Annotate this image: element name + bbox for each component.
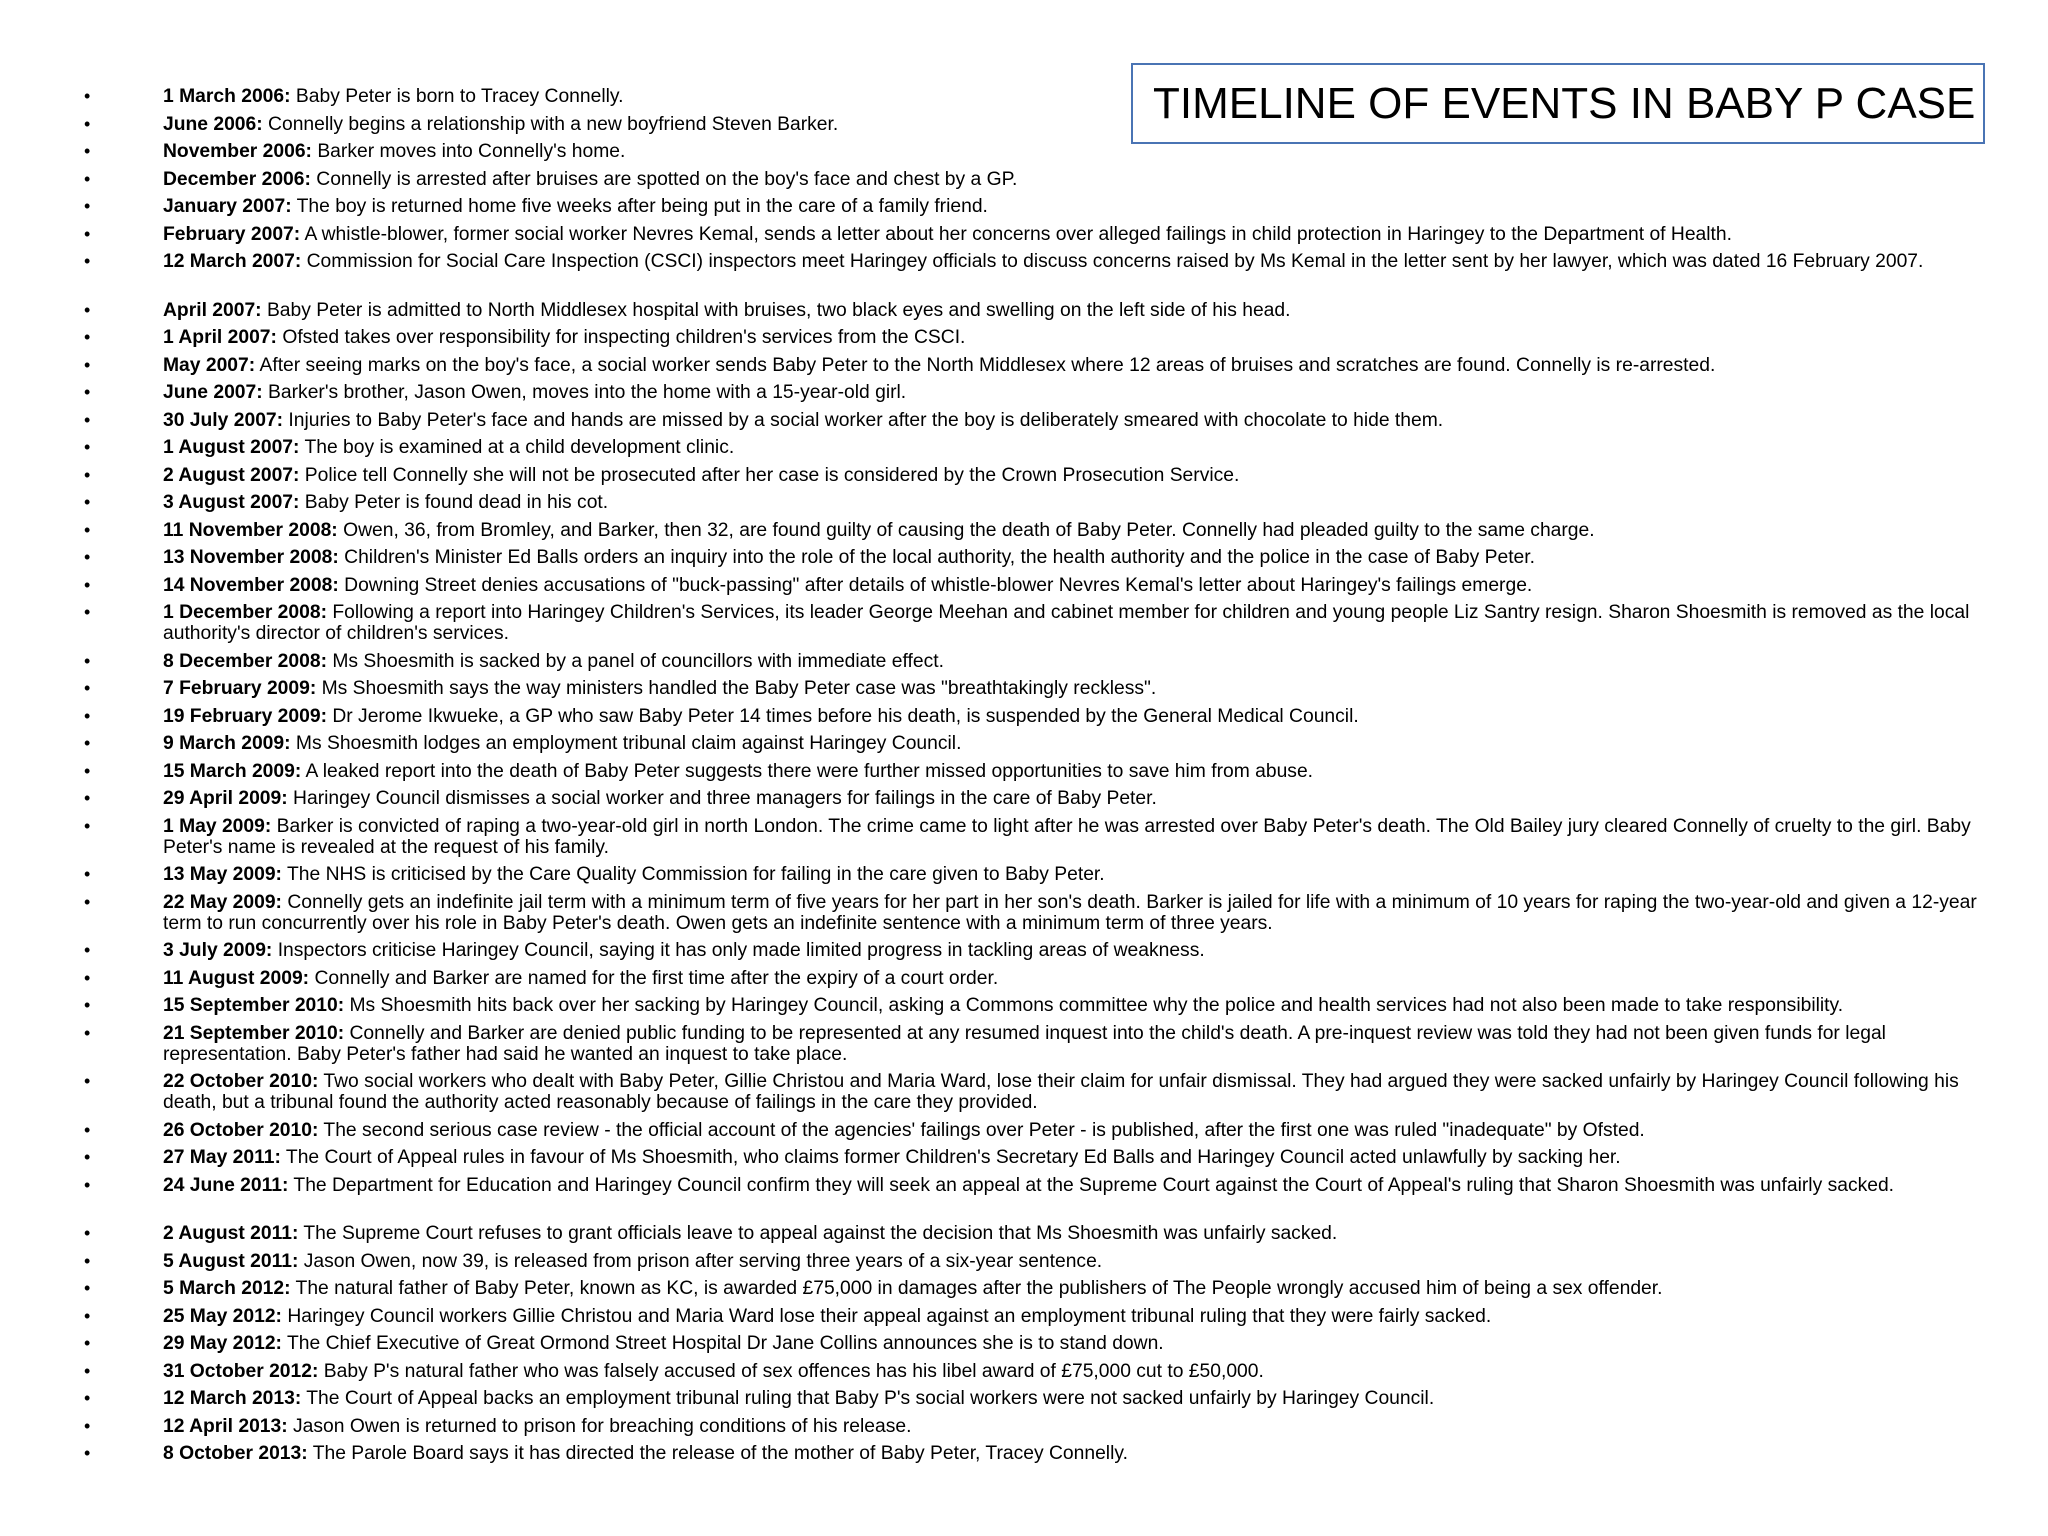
entry-text: Connelly and Barker are denied public funding to be represented at any resumed inquest into the child's death. A pre-inquest review was told they had not been given funds for legal representation. Baby Peter's father had said he wanted an inquest to take place.	[163, 1022, 1886, 1065]
entry-text: Baby Peter is admitted to North Middlesex hospital with bruises, two black eyes and swelling on the left side of his head.	[261, 299, 1291, 321]
timeline-entry	[0, 492, 2010, 520]
bullet-icon: •	[84, 1333, 91, 1353]
bullet-icon: •	[84, 864, 91, 884]
timeline-entry	[0, 968, 2010, 996]
entry-date: June 2006:	[163, 113, 263, 135]
bullet-icon: •	[84, 519, 91, 540]
bullet-icon: •	[84, 891, 91, 912]
entry-text: The natural father of Baby Peter, known as KC, is awarded £75,000 in damages after the publishers of The People wrongly accused him of being a sex offender.	[290, 1278, 1663, 1299]
entry-date: 1 March 2006:	[163, 86, 291, 107]
bullet-icon: •	[84, 788, 91, 808]
entry-text: Connelly is arrested after bruises are spotted on the boy's face and chest by a GP.	[310, 168, 1018, 190]
entry-text: The Parole Board says it has directed the release of the mother of Baby Peter, Tracey Connelly.	[307, 1443, 1128, 1464]
entry-date: 1 August 2007:	[163, 437, 300, 458]
timeline-entry	[0, 1278, 2010, 1306]
entry-date: April 2007:	[163, 299, 262, 321]
timeline-entry	[0, 1416, 2010, 1444]
entry-text: The boy is examined at a child development clinic.	[299, 437, 735, 458]
entry-text: Connelly begins a relationship with a new boyfriend Steven Barker.	[262, 113, 839, 135]
bullet-icon: •	[84, 1174, 91, 1195]
bullet-icon: •	[84, 299, 91, 320]
entry-text: Baby Peter is born to Tracey Connelly.	[290, 86, 624, 107]
entry-text: The Chief Executive of Great Ormond Street Hospital Dr Jane Collins announces she is to stand down.	[281, 1333, 1164, 1354]
entry-date: 1 May 2009:	[163, 815, 272, 837]
entry-date: 26 October 2010:	[163, 1119, 319, 1141]
entry-text: Haringey Council dismisses a social worker and three managers for failings in the care of Baby Peter.	[287, 788, 1157, 809]
entry-text: Jason Owen, now 39, is released from prison after serving three years of a six-year sentence.	[298, 1250, 1103, 1272]
entry-date: November 2006:	[163, 141, 312, 162]
bullet-icon: •	[84, 437, 91, 457]
bullet-icon: •	[84, 409, 91, 430]
bullet-icon: •	[84, 1360, 91, 1381]
entry-date: 9 March 2009:	[163, 733, 291, 754]
entry-text: The boy is returned home five weeks after being put in the care of a family friend.	[291, 196, 988, 217]
timeline-entry	[0, 300, 2010, 328]
entry-text: Owen, 36, from Bromley, and Barker, then 32, are found guilty of causing the death of Baby Peter. Connelly had pleaded guilty to the same charge.	[337, 519, 1595, 541]
bullet-icon: •	[84, 760, 91, 781]
timeline-entry	[0, 995, 2010, 1023]
entry-date: December 2006:	[163, 168, 311, 190]
bullet-icon: •	[84, 967, 91, 988]
timeline-entry	[0, 864, 2010, 892]
timeline-entry	[0, 1306, 2010, 1334]
entry-date: January 2007:	[163, 196, 292, 217]
entry-date: 24 June 2011:	[163, 1174, 289, 1196]
bullet-icon: •	[84, 1278, 91, 1298]
entry-date: 11 November 2008:	[163, 519, 338, 541]
bullet-icon: •	[84, 492, 91, 512]
entry-text: Children's Minister Ed Balls orders an inquiry into the role of the local authority, the health authority and the police in the case of Baby Peter.	[338, 547, 1535, 568]
bullet-icon: •	[84, 602, 91, 622]
entry-text: Jason Owen is returned to prison for breaching conditions of his release.	[287, 1415, 912, 1437]
entry-text: The Court of Appeal rules in favour of Ms Shoesmith, who claims former Children's Secretary Ed Balls and Haringey Council acted unlawfully by sacking her.	[280, 1147, 1621, 1168]
entry-date: 1 December 2008:	[163, 602, 327, 623]
timeline-entry	[0, 651, 2010, 679]
bullet-icon: •	[84, 574, 91, 595]
timeline-entry	[0, 1388, 2010, 1416]
bullet-icon: •	[84, 1071, 91, 1091]
timeline-entry	[0, 761, 2010, 789]
bullet-icon: •	[84, 705, 91, 726]
entry-date: 2 August 2011:	[163, 1223, 299, 1244]
entry-text: Barker's brother, Jason Owen, moves into the home with a 15-year-old girl.	[262, 382, 907, 403]
entry-date: 14 November 2008:	[163, 574, 339, 596]
bullet-icon: •	[84, 940, 91, 960]
entry-date: 13 May 2009:	[163, 864, 282, 885]
entry-date: 5 March 2012:	[163, 1278, 291, 1299]
entry-date: 8 December 2008:	[163, 650, 327, 672]
timeline-entry	[0, 788, 2010, 816]
entry-date: 3 August 2007:	[163, 492, 300, 513]
timeline-entry	[0, 169, 2010, 197]
entry-text: The Supreme Court refuses to grant officials leave to appeal against the decision that Ms Shoesmith was unfairly sacked.	[298, 1223, 1338, 1244]
entry-date: 29 May 2012:	[163, 1333, 282, 1354]
entry-text: Connelly and Barker are named for the first time after the expiry of a court order.	[309, 967, 999, 989]
entry-date: 19 February 2009:	[163, 705, 327, 727]
entry-text: Ms Shoesmith is sacked by a panel of councillors with immediate effect.	[327, 650, 944, 672]
entry-text: Haringey Council workers Gillie Christou and Maria Ward lose their appeal against an employment tribunal ruling that they were fairly sacked.	[281, 1305, 1492, 1327]
bullet-icon: •	[84, 1022, 91, 1043]
timeline-entry	[0, 1333, 2010, 1361]
entry-text: Downing Street denies accusations of "buck-passing" after details of whistle-blower Nevres Kemal's letter about Haringey's failings emerge.	[338, 574, 1533, 596]
bullet-icon: •	[84, 678, 91, 698]
entry-date: 8 October 2013:	[163, 1443, 308, 1464]
timeline-entry	[0, 1361, 2010, 1389]
entry-text: The Department for Education and Haringey Council confirm they will seek an appeal at the Supreme Court against the Court of Appeal's ruling that Sharon Shoesmith was unfairly sacked.	[288, 1174, 1895, 1196]
entry-date: 12 March 2013:	[163, 1388, 302, 1409]
timeline-entry	[0, 733, 2010, 761]
bullet-icon: •	[84, 1388, 91, 1408]
bullet-icon: •	[84, 113, 91, 134]
entry-date: 5 August 2011:	[163, 1250, 299, 1272]
bullet-icon: •	[84, 223, 91, 244]
timeline-entry	[0, 602, 2010, 651]
timeline-entry	[0, 1120, 2010, 1148]
entry-text: Following a report into Haringey Children's Services, its leader George Meehan and cabinet member for children and young people Liz Santry resign. Sharon Shoesmith is removed as the local authority's director of children's services.	[163, 602, 1970, 644]
entry-date: 12 April 2013:	[163, 1415, 288, 1437]
entry-text: A leaked report into the death of Baby Peter suggests there were further missed opportunities to save him from abuse.	[301, 760, 1314, 782]
timeline-entry	[0, 465, 2010, 493]
bullet-icon: •	[84, 733, 91, 753]
entry-date: 12 March 2007:	[163, 251, 302, 272]
timeline-entry	[0, 1023, 2010, 1072]
entry-date: 25 May 2012:	[163, 1305, 282, 1327]
bullet-icon: •	[84, 1415, 91, 1436]
timeline-entry	[0, 678, 2010, 706]
timeline-entry	[0, 410, 2010, 438]
bullet-icon: •	[84, 86, 91, 106]
timeline-entry	[0, 1147, 2010, 1175]
entry-text: Baby Peter is found dead in his cot.	[299, 492, 609, 513]
entry-text: Ms Shoesmith says the way ministers handled the Baby Peter case was "breathtakingly reckless".	[316, 678, 1157, 699]
entry-text: Dr Jerome Ikwueke, a GP who saw Baby Peter 14 times before his death, is suspended by the General Medical Council.	[327, 705, 1359, 727]
bullet-icon: •	[84, 168, 91, 189]
entry-date: 21 September 2010:	[163, 1022, 345, 1044]
entry-text: Commission for Social Care Inspection (CSCI) inspectors meet Haringey officials to discuss concerns raised by Ms Kemal in the letter sent by her lawyer, which was dated 16 February 2007.	[301, 251, 1924, 272]
entry-text: Barker is convicted of raping a two-year-old girl in north London. The crime came to light after he was arrested over Baby Peter's death. The Old Bailey jury cleared Connelly of cruelty to the girl. Baby Peter's name is revealed at the request of his family.	[163, 815, 1971, 858]
entry-text: Baby P's natural father who was falsely accused of sex offences has his libel award of £75,000 cut to £50,000.	[318, 1360, 1264, 1382]
entry-text: Ofsted takes over responsibility for inspecting children's services from the CSCI.	[276, 327, 966, 348]
bullet-icon: •	[84, 251, 91, 271]
entry-date: 3 July 2009:	[163, 940, 273, 961]
bullet-icon: •	[84, 815, 91, 836]
bullet-icon: •	[84, 1305, 91, 1326]
entry-date: 15 March 2009:	[163, 760, 302, 782]
bullet-icon: •	[84, 382, 91, 402]
entry-text: Two social workers who dealt with Baby Peter, Gillie Christou and Maria Ward, lose their claim for unfair dismissal. They had argued they were sacked unfairly by Haringey Council following his death, but a tribunal found the authority acted reasonably because of failings in the care they provided.	[163, 1071, 1959, 1113]
timeline-entry	[0, 1223, 2010, 1251]
bullet-icon: •	[84, 547, 91, 567]
timeline-entry	[0, 816, 2010, 865]
entry-date: 29 April 2009:	[163, 788, 288, 809]
bullet-icon: •	[84, 1223, 91, 1243]
entry-text: A whistle-blower, former social worker Nevres Kemal, sends a letter about her concerns over alleged failings in child protection in Haringey to the Department of Health.	[300, 223, 1732, 245]
entry-date: 15 September 2010:	[163, 995, 345, 1016]
entry-date: June 2007:	[163, 382, 263, 403]
entry-text: Inspectors criticise Haringey Council, saying it has only made limited progress in tackling areas of weakness.	[272, 940, 1205, 961]
timeline-entry	[0, 327, 2010, 355]
timeline-entry	[0, 575, 2010, 603]
timeline-entry	[0, 355, 2010, 383]
entry-date: 27 May 2011:	[163, 1147, 281, 1168]
entry-date: May 2007:	[163, 354, 256, 376]
entry-date: 31 October 2012:	[163, 1360, 319, 1382]
bullet-icon: •	[84, 995, 91, 1015]
entry-text: Ms Shoesmith lodges an employment tribunal claim against Haringey Council.	[290, 733, 962, 754]
timeline-entry	[0, 437, 2010, 465]
timeline-entry	[0, 1071, 2010, 1120]
entry-text: Connelly gets an indefinite jail term with a minimum term of five years for her part in her son's death. Barker is jailed for life with a minimum of 10 years for raping the two-year-old and given a 12-year term to run concurrently over his role in Baby Peter's death. Owen gets an indefinite sentence with a minimum term of three years.	[163, 891, 1977, 934]
entry-date: 2 August 2007:	[163, 464, 300, 486]
entry-date: 7 February 2009:	[163, 678, 317, 699]
bullet-icon: •	[84, 1147, 91, 1167]
entry-text: After seeing marks on the boy's face, a social worker sends Baby Peter to the North Middlesex where 12 areas of bruises and scratches are found. Connelly is re-arrested.	[255, 354, 1716, 376]
bullet-icon: •	[84, 1443, 91, 1463]
timeline-entry	[0, 892, 2010, 941]
timeline-entry	[0, 520, 2010, 548]
entry-text: The NHS is criticised by the Care Quality Commission for failing in the care given to Baby Peter.	[281, 864, 1105, 885]
entry-date: 13 November 2008:	[163, 547, 339, 568]
timeline-entry	[0, 1443, 2010, 1471]
entry-date: 11 August 2009:	[163, 967, 310, 989]
timeline-list	[0, 86, 2048, 1471]
bullet-icon: •	[84, 141, 91, 161]
timeline-entry	[0, 196, 2010, 224]
entry-text: Ms Shoesmith hits back over her sacking by Haringey Council, asking a Commons committee why the police and health services had not also been made to take responsibility.	[344, 995, 1844, 1016]
entry-text: Injuries to Baby Peter's face and hands are missed by a social worker after the boy is deliberately smeared with chocolate to hide them.	[283, 409, 1444, 431]
timeline-entry	[0, 1251, 2010, 1279]
bullet-icon: •	[84, 196, 91, 216]
bullet-icon: •	[84, 327, 91, 347]
bullet-icon: •	[84, 650, 91, 671]
entry-date: 30 July 2007:	[163, 409, 284, 431]
entry-date: 22 May 2009:	[163, 891, 282, 913]
timeline-entry	[0, 114, 2010, 142]
bullet-icon: •	[84, 464, 91, 485]
bullet-icon: •	[84, 1119, 91, 1140]
timeline-entry	[0, 547, 2010, 575]
timeline-entry	[0, 382, 2010, 410]
entry-date: 1 April 2007:	[163, 327, 277, 348]
bullet-icon: •	[84, 1250, 91, 1271]
timeline-entry	[0, 940, 2010, 968]
timeline-entry	[0, 86, 2010, 114]
entry-date: 22 October 2010:	[163, 1071, 319, 1092]
bullet-icon: •	[84, 354, 91, 375]
timeline-entry	[0, 1175, 2010, 1224]
timeline-entry	[0, 224, 2010, 252]
entry-text: Police tell Connelly she will not be prosecuted after her case is considered by the Crown Prosecution Service.	[299, 464, 1240, 486]
timeline-entry	[0, 141, 2010, 169]
timeline-entry	[0, 706, 2010, 734]
entry-date: February 2007:	[163, 223, 301, 245]
timeline-entry	[0, 251, 2010, 300]
entry-text: The second serious case review - the official account of the agencies' failings over Peter - is published, after the first one was ruled "inadequate" by Ofsted.	[318, 1119, 1645, 1141]
entry-text: Barker moves into Connelly's home.	[311, 141, 626, 162]
entry-text: The Court of Appeal backs an employment tribunal ruling that Baby P's social workers were not sacked unfairly by Haringey Council.	[301, 1388, 1435, 1409]
page-title: TIMELINE OF EVENTS IN BABY P CASE	[1153, 78, 1976, 128]
